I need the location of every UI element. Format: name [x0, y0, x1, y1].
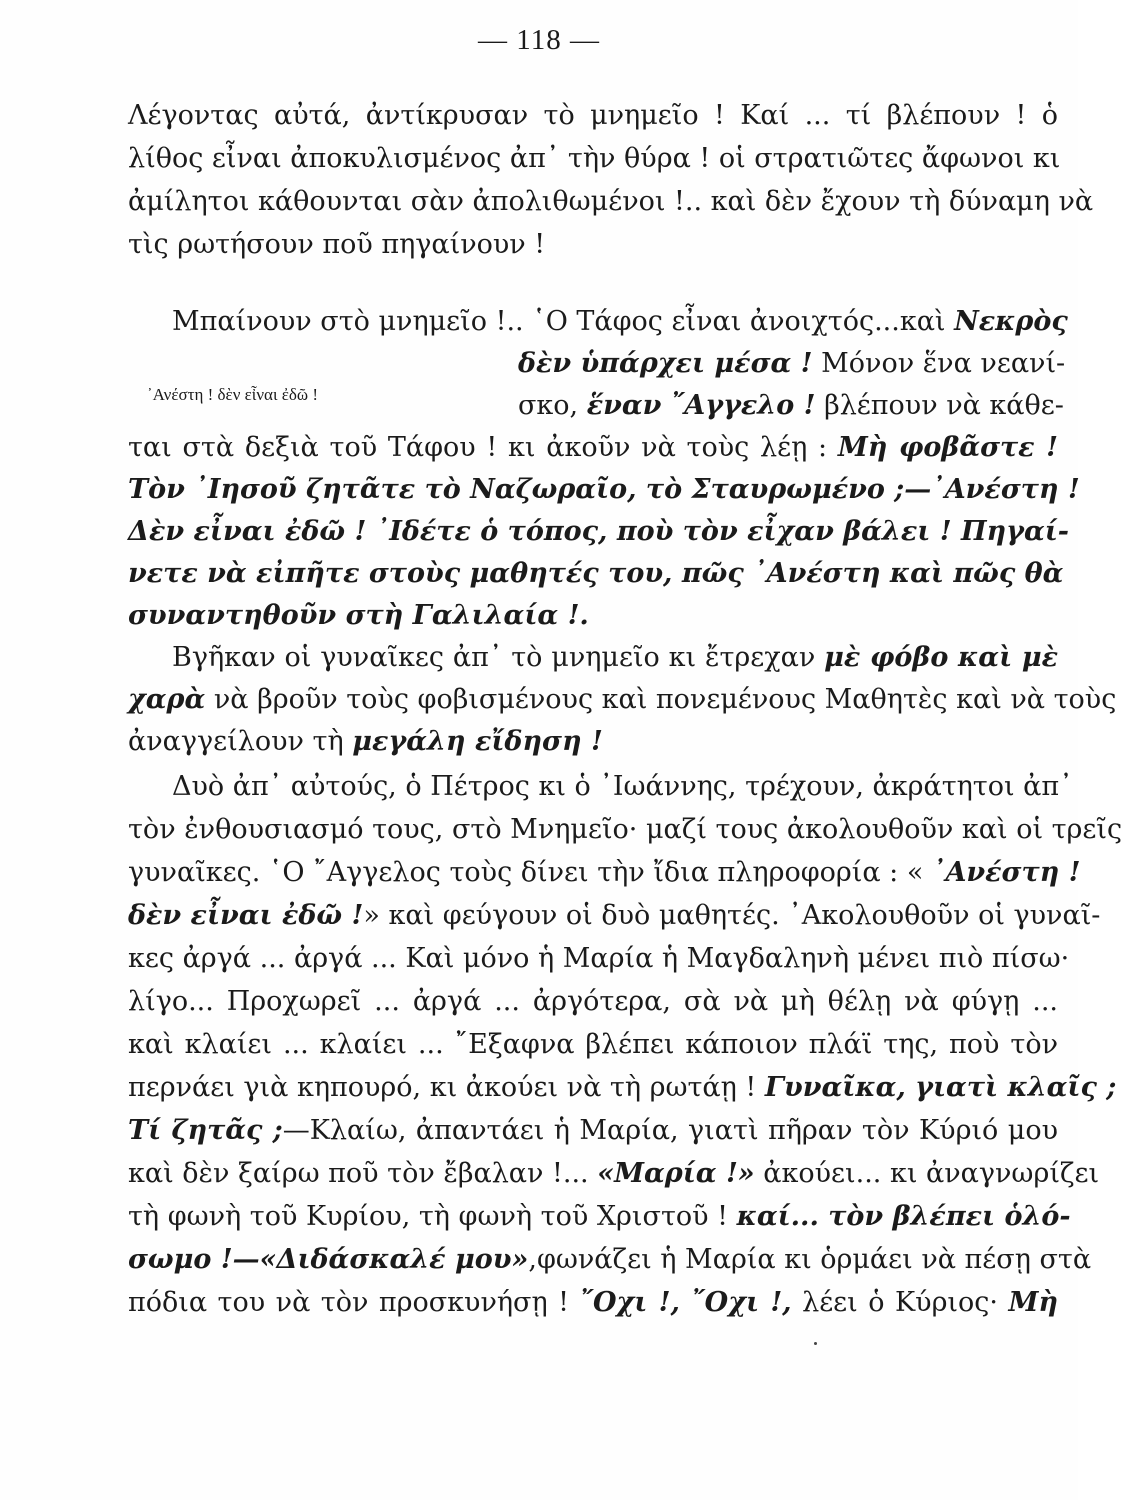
emphasized-text: ᾽Ανέστη ! — [931, 857, 1081, 888]
text-line — [128, 516, 1070, 548]
body-text: λίγο... Προχωρεῖ ... ἀργά ... ἀργότερα, σὰ νὰ μὴ θέλῃ νὰ φύγῃ ... — [128, 986, 1058, 1017]
text-line — [128, 1244, 1092, 1276]
body-text: περνάει γιὰ κηπουρό, κι ἀκούει νὰ τὴ ρωτάῃ ! — [128, 1072, 765, 1103]
text-line — [128, 684, 1117, 716]
body-text: Μόνον ἕνα νεανί- — [812, 348, 1066, 379]
body-text: λέει ὁ Κύριος· — [791, 1287, 1009, 1318]
text-line — [128, 100, 1058, 132]
text-line — [518, 390, 1064, 422]
body-text: Μπαίνουν στὸ μνημεῖο !.. ῾Ο Τάφος εἶναι ἀνοιχτός...καὶ — [172, 306, 955, 337]
emphasized-text: «Μαρία !» — [597, 1158, 755, 1189]
emphasized-text: σωμο !—«Διδάσκαλέ μου» — [128, 1244, 529, 1275]
page-number: — 118 — — [478, 24, 600, 56]
emphasized-text: ἕναν ῎Αγγελο ! — [586, 390, 816, 421]
body-text: —Κλαίω, ἀπαντάει ἡ Μαρία, γιατὶ πῆραν τὸν Κύριό μου — [282, 1115, 1058, 1146]
body-text: ,φωνάζει ἡ Μαρία κι ὁρμάει νὰ πέσῃ στὰ — [528, 1244, 1092, 1275]
body-text: » καὶ φεύγουν οἱ δυὸ μαθητές. ᾽Ακολουθοῦν οἱ γυναῖ- — [363, 900, 1101, 931]
body-text: καὶ δὲν ξαίρω ποῦ τὸν ἔβαλαν !... — [128, 1158, 598, 1189]
body-text: Δυὸ ἀπ᾽ αὐτούς, ὁ Πέτρος κι ὁ ᾽Ιωάννης, τρέχουν, ἀκράτητοι ἀπ᾽ — [172, 771, 1073, 802]
emphasized-text: μεγάλη εἴδηση ! — [352, 726, 603, 757]
text-line — [128, 474, 1080, 506]
body-text: λίθος εἶναι ἀποκυλισμένος ἀπ᾽ τὴν θύρα ! οἱ στρατιῶτες ἄφωνοι κι — [128, 143, 1061, 174]
text-line — [128, 1287, 1058, 1319]
text-line — [128, 600, 589, 632]
text-line — [128, 943, 1070, 975]
emphasized-text: Νεκρὸς — [954, 306, 1068, 337]
body-text: ἀκούει... κι ἀναγνωρίζει — [754, 1158, 1100, 1189]
text-line — [128, 814, 1122, 846]
text-line — [128, 186, 1094, 218]
body-text: Βγῆκαν οἱ γυναῖκες ἀπ᾽ τὸ μνημεῖο κι ἔτρεχαν — [172, 642, 825, 673]
emphasized-text: Τί ζητᾶς ; — [128, 1115, 283, 1146]
text-line — [128, 1158, 1100, 1190]
body-text: τὶς ρωτήσουν ποῦ πηγαίνουν ! — [128, 229, 546, 260]
body-text: πόδια του νὰ τὸν προσκυνήσῃ ! — [128, 1287, 580, 1318]
text-line — [128, 1072, 1117, 1104]
text-line — [172, 771, 1073, 803]
text-line — [128, 432, 1058, 464]
body-text: γυναῖκες. ῾Ο ῎Αγγελος τοὺς δίνει τὴν ἴδια πληροφορία : « — [128, 857, 932, 888]
body-text: σκο, — [518, 390, 587, 421]
emphasized-text: Δὲν εἶναι ἐδῶ ! ᾽Ιδέτε ὁ τόπος, ποὺ τὸν εἶχαν βάλει ! Πηγαί- — [128, 516, 1070, 547]
text-line — [128, 900, 1101, 932]
emphasized-text: Μὴ — [1008, 1287, 1058, 1318]
body-text: ἀναγγείλουν τὴ — [128, 726, 353, 757]
emphasized-text: ῎Οχι !, ῎Οχι !, — [579, 1287, 792, 1318]
emphasized-text: συναντηθοῦν στὴ Γαλιλαία !. — [128, 600, 589, 631]
body-text: τὴ φωνὴ τοῦ Κυρίου, τὴ φωνὴ τοῦ Χριστοῦ ! — [128, 1201, 737, 1232]
text-line — [172, 642, 1058, 674]
text-line — [128, 1115, 1058, 1147]
body-text: καὶ κλαίει ... κλαίει ... ῎Εξαφνα βλέπει κάποιον πλάϊ της, ποὺ τὸν — [128, 1029, 1058, 1060]
emphasized-text: χαρὰ — [128, 684, 206, 715]
text-line — [128, 558, 1064, 590]
body-text: νὰ βροῦν τοὺς φοβισμένους καὶ πονεμένους Μαθητὲς καὶ νὰ τοὺς — [205, 684, 1117, 715]
text-line — [128, 143, 1061, 175]
text-line — [128, 986, 1058, 1018]
emphasized-text: μὲ φόβο καὶ μὲ — [824, 642, 1058, 673]
body-text: Λέγοντας αὐτά, ἀντίκρυσαν τὸ μνημεῖο ! Καί ... τί βλέπουν ! ὁ — [128, 100, 1058, 131]
emphasized-text: νετε νὰ εἰπῆτε στοὺς μαθητές του, πῶς ᾽Ανέστη καὶ πῶς θὰ — [128, 558, 1064, 589]
ink-speck — [814, 1342, 817, 1345]
emphasized-text: δὲν εἶναι ἐδῶ ! — [128, 900, 364, 931]
text-line — [128, 1201, 1071, 1233]
text-line — [128, 857, 1081, 889]
text-line — [128, 1029, 1058, 1061]
text-line — [172, 306, 1068, 338]
text-line — [518, 348, 1066, 380]
body-text: ἀμίλητοι κάθουνται σὰν ἀπολιθωμένοι !.. καὶ δὲν ἔχουν τὴ δύναμη νὰ — [128, 186, 1094, 217]
emphasized-text: Γυναῖκα, γιατὶ κλαῖς ; — [764, 1072, 1117, 1103]
body-text: κες ἀργά ... ἀργά ... Καὶ μόνο ἡ Μαρία ἡ Μαγδαληνὴ μένει πιὸ πίσω· — [128, 943, 1070, 974]
emphasized-text: δὲν ὑπάρχει μέσα ! — [518, 348, 813, 379]
text-line — [128, 726, 603, 758]
emphasized-text: Μὴ φοβᾶστε ! — [837, 432, 1058, 463]
body-text: βλέπουν νὰ κάθε- — [815, 390, 1064, 421]
body-text: ται στὰ δεξιὰ τοῦ Τάφου ! κι ἀκοῦν νὰ τοὺς λέῃ : — [128, 432, 838, 463]
body-text: τὸν ἐνθουσιασμό τους, στὸ Μνημεῖο· μαζί τους ἀκολουθοῦν καὶ οἱ τρεῖς — [128, 814, 1122, 845]
text-line — [128, 229, 545, 261]
emphasized-text: Τὸν ᾽Ιησοῦ ζητᾶτε τὸ Ναζωραῖο, τὸ Σταυρωμένο ;—᾽Ανέστη ! — [128, 474, 1080, 505]
margin-note: ᾽Ανέστη ! δὲν εἶναι ἐδῶ ! — [147, 385, 319, 404]
emphasized-text: καί... τὸν βλέπει ὁλό- — [736, 1201, 1071, 1232]
